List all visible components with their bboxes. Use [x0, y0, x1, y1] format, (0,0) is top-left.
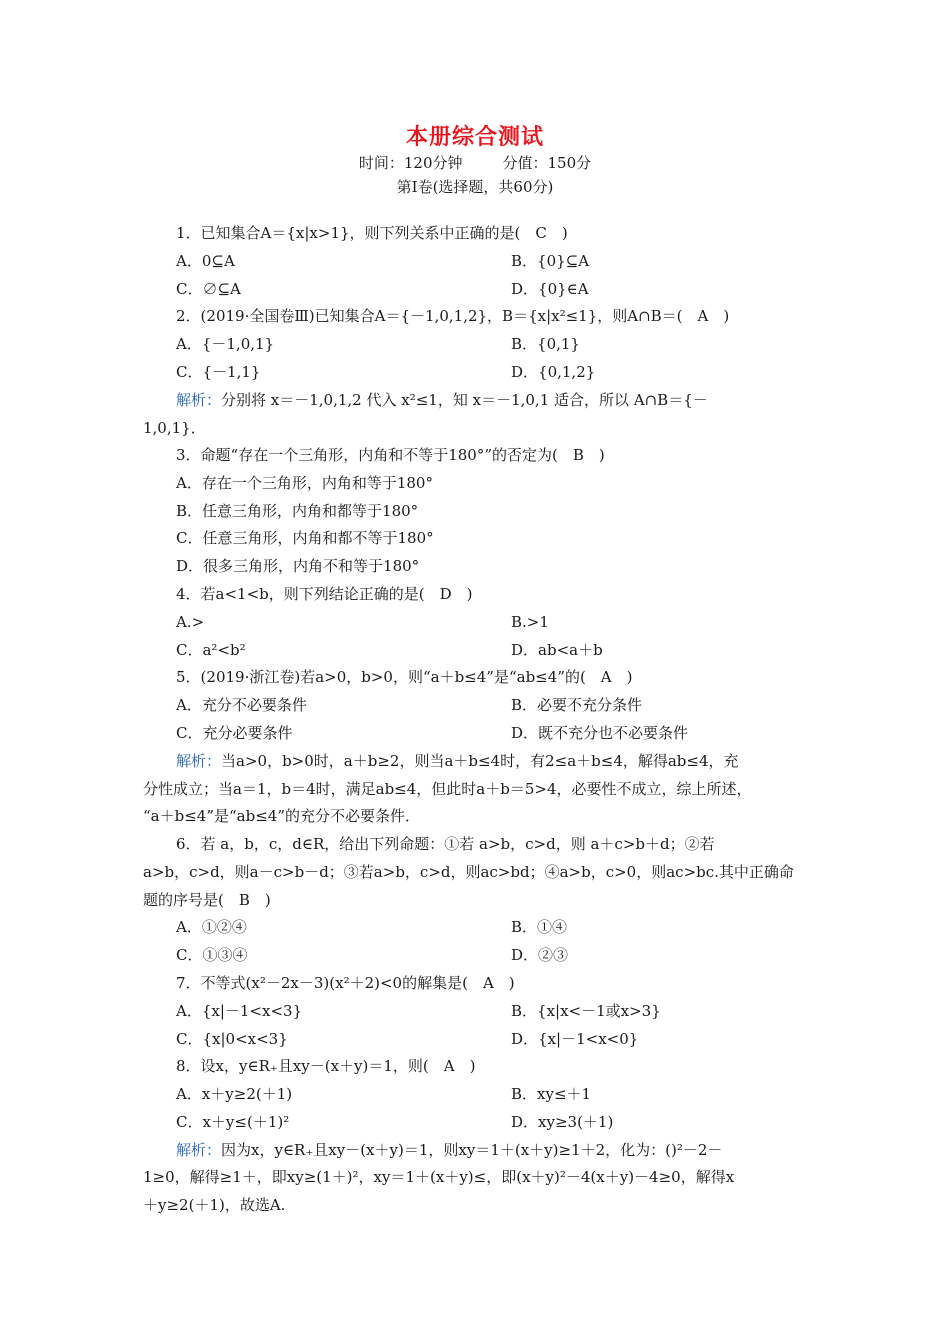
- option-a: A.>: [176, 613, 205, 631]
- question-stem: 5．(2019·浙江卷)若a>0，b>0，则“a＋b≤4”是“ab≤4”的( A ): [176, 668, 633, 686]
- option-b: B．xy≤＋1: [511, 1085, 592, 1103]
- option-b: B．①④: [511, 918, 568, 936]
- option-c: C．∅⊆A: [176, 280, 241, 298]
- option-a: A．{x|－1<x<3}: [176, 1002, 303, 1020]
- option-c: C．①③④: [176, 946, 248, 964]
- question-stem: 2．(2019·全国卷Ⅲ)已知集合A＝{－1,0,1,2}，B＝{x|x²≤1}，则A∩B＝( A ): [176, 307, 730, 325]
- explanation-line: 1,0,1}．: [143, 419, 206, 437]
- option-a: A．0⊆A: [176, 252, 235, 270]
- option-b: B．{x|x<－1或x>3}: [511, 1002, 661, 1020]
- option-c: C．充分必要条件: [176, 724, 293, 742]
- question-stem: 1．已知集合A＝{x|x>1}，则下列关系中正确的是( C ): [176, 224, 568, 242]
- option-d: D．②③: [511, 946, 569, 964]
- option-b: B.>1: [511, 613, 549, 631]
- explanation-line: 分性成立；当a＝1，b＝4时，满足ab≤4，但此时a＋b＝5>4，必要性不成立，综上所述，: [143, 780, 752, 798]
- explanation-label: 解析：: [176, 1141, 222, 1159]
- explanation-label: 解析：: [176, 391, 222, 409]
- option-b: B．{0,1}: [511, 335, 580, 353]
- option-c: C．a²<b²: [176, 641, 246, 659]
- question-stem: 7．不等式(x²－2x－3)(x²＋2)<0的解集是( A ): [176, 974, 515, 992]
- question-stem: 6．若 a，b，c，d∈R，给出下列命题：①若 a>b，c>d，则 a＋c>b＋d；②若: [176, 835, 715, 853]
- option-a: A．充分不必要条件: [176, 696, 307, 714]
- option-d: D．xy≥3(＋1): [511, 1113, 614, 1131]
- question-stem-cont: 题的序号是( B ): [143, 891, 271, 909]
- explanation-line: 解析：分别将 x＝－1,0,1,2 代入 x²≤1，知 x＝－1,0,1 适合，所以 A∩B＝{－: [176, 391, 708, 409]
- option-b: B．{0}⊆A: [511, 252, 590, 270]
- question-stem-cont: a>b，c>d，则a－c>b－d；③若a>b，c>d，则ac>bd；④a>b，c>0，则ac>bc.其中正确命: [143, 863, 794, 881]
- exam-meta: [0, 152, 950, 173]
- question-stem: 4．若a<1<b，则下列结论正确的是( D ): [176, 585, 473, 603]
- explanation-label: 解析：: [176, 752, 222, 770]
- explanation-line: “a＋b≤4”是“ab≤4”的充分不必要条件．: [143, 807, 420, 825]
- option-d: D．{0,1,2}: [511, 363, 596, 381]
- page-title: 本册综合测试: [405, 125, 544, 150]
- option-c: C．任意三角形，内角和都不等于180°: [176, 529, 434, 547]
- explanation-line: 解析：因为x，y∈R₊且xy－(x＋y)＝1，则xy＝1＋(x＋y)≥1＋2，化为：()²－2－: [176, 1141, 723, 1159]
- option-b: B．任意三角形，内角和都等于180°: [176, 502, 419, 520]
- score-label: 分值：150分: [502, 154, 592, 172]
- option-d: D．{x|－1<x<0}: [511, 1030, 639, 1048]
- explanation-line: 解析：当a>0，b>0时，a＋b≥2，则当a＋b≤4时，有2≤a＋b≤4，解得ab≤4，充: [176, 752, 739, 770]
- time-label: 时间：120分钟: [358, 154, 463, 172]
- explanation-line: 1≥0，解得≥1＋，即xy≥(1＋)²，xy＝1＋(x＋y)≤，即(x＋y)²－4(x＋y)－4≥0，解得x: [143, 1168, 735, 1186]
- option-d: D．既不充分也不必要条件: [511, 724, 689, 742]
- option-b: B．必要不充分条件: [511, 696, 643, 714]
- option-a: A．{－1,0,1}: [176, 335, 275, 353]
- option-d: D．{0}∈A: [511, 280, 589, 298]
- option-d: D．很多三角形，内角不和等于180°: [176, 557, 420, 575]
- option-c: C．{x|0<x<3}: [176, 1030, 288, 1048]
- option-a: A．x＋y≥2(＋1): [176, 1085, 293, 1103]
- question-stem: 3．命题“存在一个三角形，内角和不等于180°”的否定为( B ): [176, 446, 605, 464]
- question-stem: 8．设x，y∈R₊且xy－(x＋y)＝1，则( A ): [176, 1057, 476, 1075]
- option-a: A．①②④: [176, 918, 247, 936]
- explanation-line: ＋y≥2(＋1)，故选A.: [143, 1196, 286, 1214]
- option-c: C．{－1,1}: [176, 363, 261, 381]
- option-c: C．x＋y≤(＋1)²: [176, 1113, 290, 1131]
- section-heading: 第Ⅰ卷(选择题，共60分): [396, 178, 554, 196]
- option-a: A．存在一个三角形，内角和等于180°: [176, 474, 433, 492]
- option-d: D．ab<a＋b: [511, 641, 603, 659]
